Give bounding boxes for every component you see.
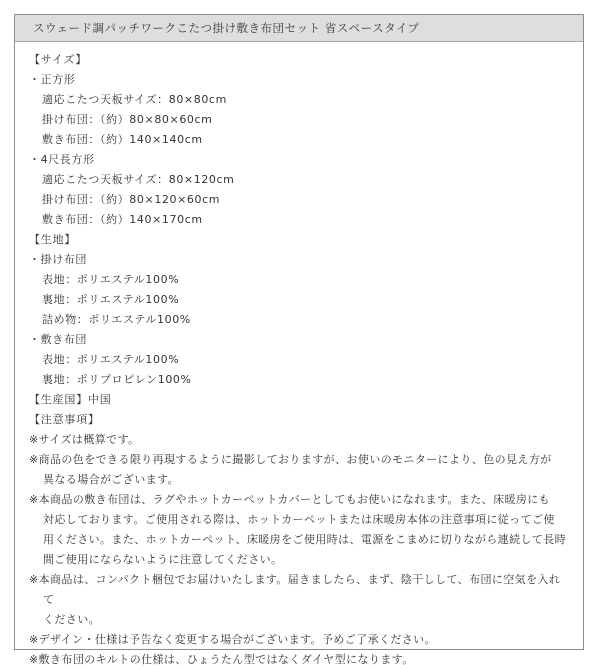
note-item <box>29 650 569 670</box>
rect-shiki-size: 敷き布団：（約）140×170cm <box>42 213 203 226</box>
rect-kake-size: 掛け布団：（約）80×120×60cm <box>42 193 221 206</box>
rect-label: ・4尺長方形 <box>29 153 95 166</box>
note-text: ください。 <box>43 613 100 626</box>
shiki-fabric-back: 裏地：ポリプロピレン100% <box>42 373 192 386</box>
shiki-fabric-label: ・敷き布団 <box>29 333 87 346</box>
square-label: ・正方形 <box>29 73 76 86</box>
title-bar <box>15 15 583 42</box>
note-text: ※デザイン・仕様は予告なく変更する場合がございます。予めご了承ください。 <box>29 633 436 646</box>
note-text: ※商品の色をできる限り再現するように撮影しておりますが、お使いのモニターにより、色の見え方が <box>29 453 552 466</box>
note-text: ※敷き布団のキルトの仕様は、ひょうたん型ではなくダイヤ型になります。 <box>29 653 414 666</box>
fabric-heading: 【生地】 <box>29 233 77 246</box>
note-item <box>29 430 569 450</box>
size-heading: 【サイズ】 <box>29 53 88 66</box>
kake-fabric-back: 裏地：ポリエステル100% <box>42 293 180 306</box>
square-table-size: 適応こたつ天板サイズ：80×80cm <box>42 93 227 106</box>
note-text: ※本商品は、コンパクト梱包でお届けいたします。届きましたら、まず、陰干しして、布団に空気を入れて <box>29 573 561 606</box>
kake-fabric-front: 表地：ポリエステル100% <box>42 273 180 286</box>
note-text: 用ください。また、ホットカーペット、床暖房をご使用時は、電源をこまめに切りながら連続して長時 <box>43 533 567 546</box>
note-text: 異なる場合がございます。 <box>43 473 179 486</box>
note-text: ※サイズは概算です。 <box>29 433 140 446</box>
notes-heading: 【注意事項】 <box>29 413 100 426</box>
note-text: 対応しております。ご使用される際は、ホットカーペットまたは床暖房本体の注意事項に従ってご使 <box>43 513 555 526</box>
kake-fabric-label: ・掛け布団 <box>29 253 87 266</box>
spec-content <box>29 50 569 670</box>
page-title: スウェード調パッチワークこたつ掛け敷き布団セット 省スペースタイプ <box>33 21 420 35</box>
note-item <box>29 450 569 490</box>
square-shiki-size: 敷き布団：（約）140×140cm <box>42 133 203 146</box>
note-text: ※本商品の敷き布団は、ラグやホットカーペットカバーとしてもお使いになれます。また、床暖房にも <box>29 493 551 506</box>
spec-panel <box>14 14 584 666</box>
note-item <box>29 630 569 650</box>
kake-fabric-filling: 詰め物：ポリエステル100% <box>42 313 191 326</box>
origin-line: 【生産国】中国 <box>29 393 112 406</box>
rect-table-size: 適応こたつ天板サイズ：80×120cm <box>42 173 235 186</box>
note-item <box>29 490 569 570</box>
square-kake-size: 掛け布団：（約）80×80×60cm <box>42 113 213 126</box>
note-item <box>29 570 569 630</box>
note-text: 間ご使用にならないように注意してください。 <box>43 553 283 566</box>
shiki-fabric-front: 表地：ポリエステル100% <box>42 353 180 366</box>
